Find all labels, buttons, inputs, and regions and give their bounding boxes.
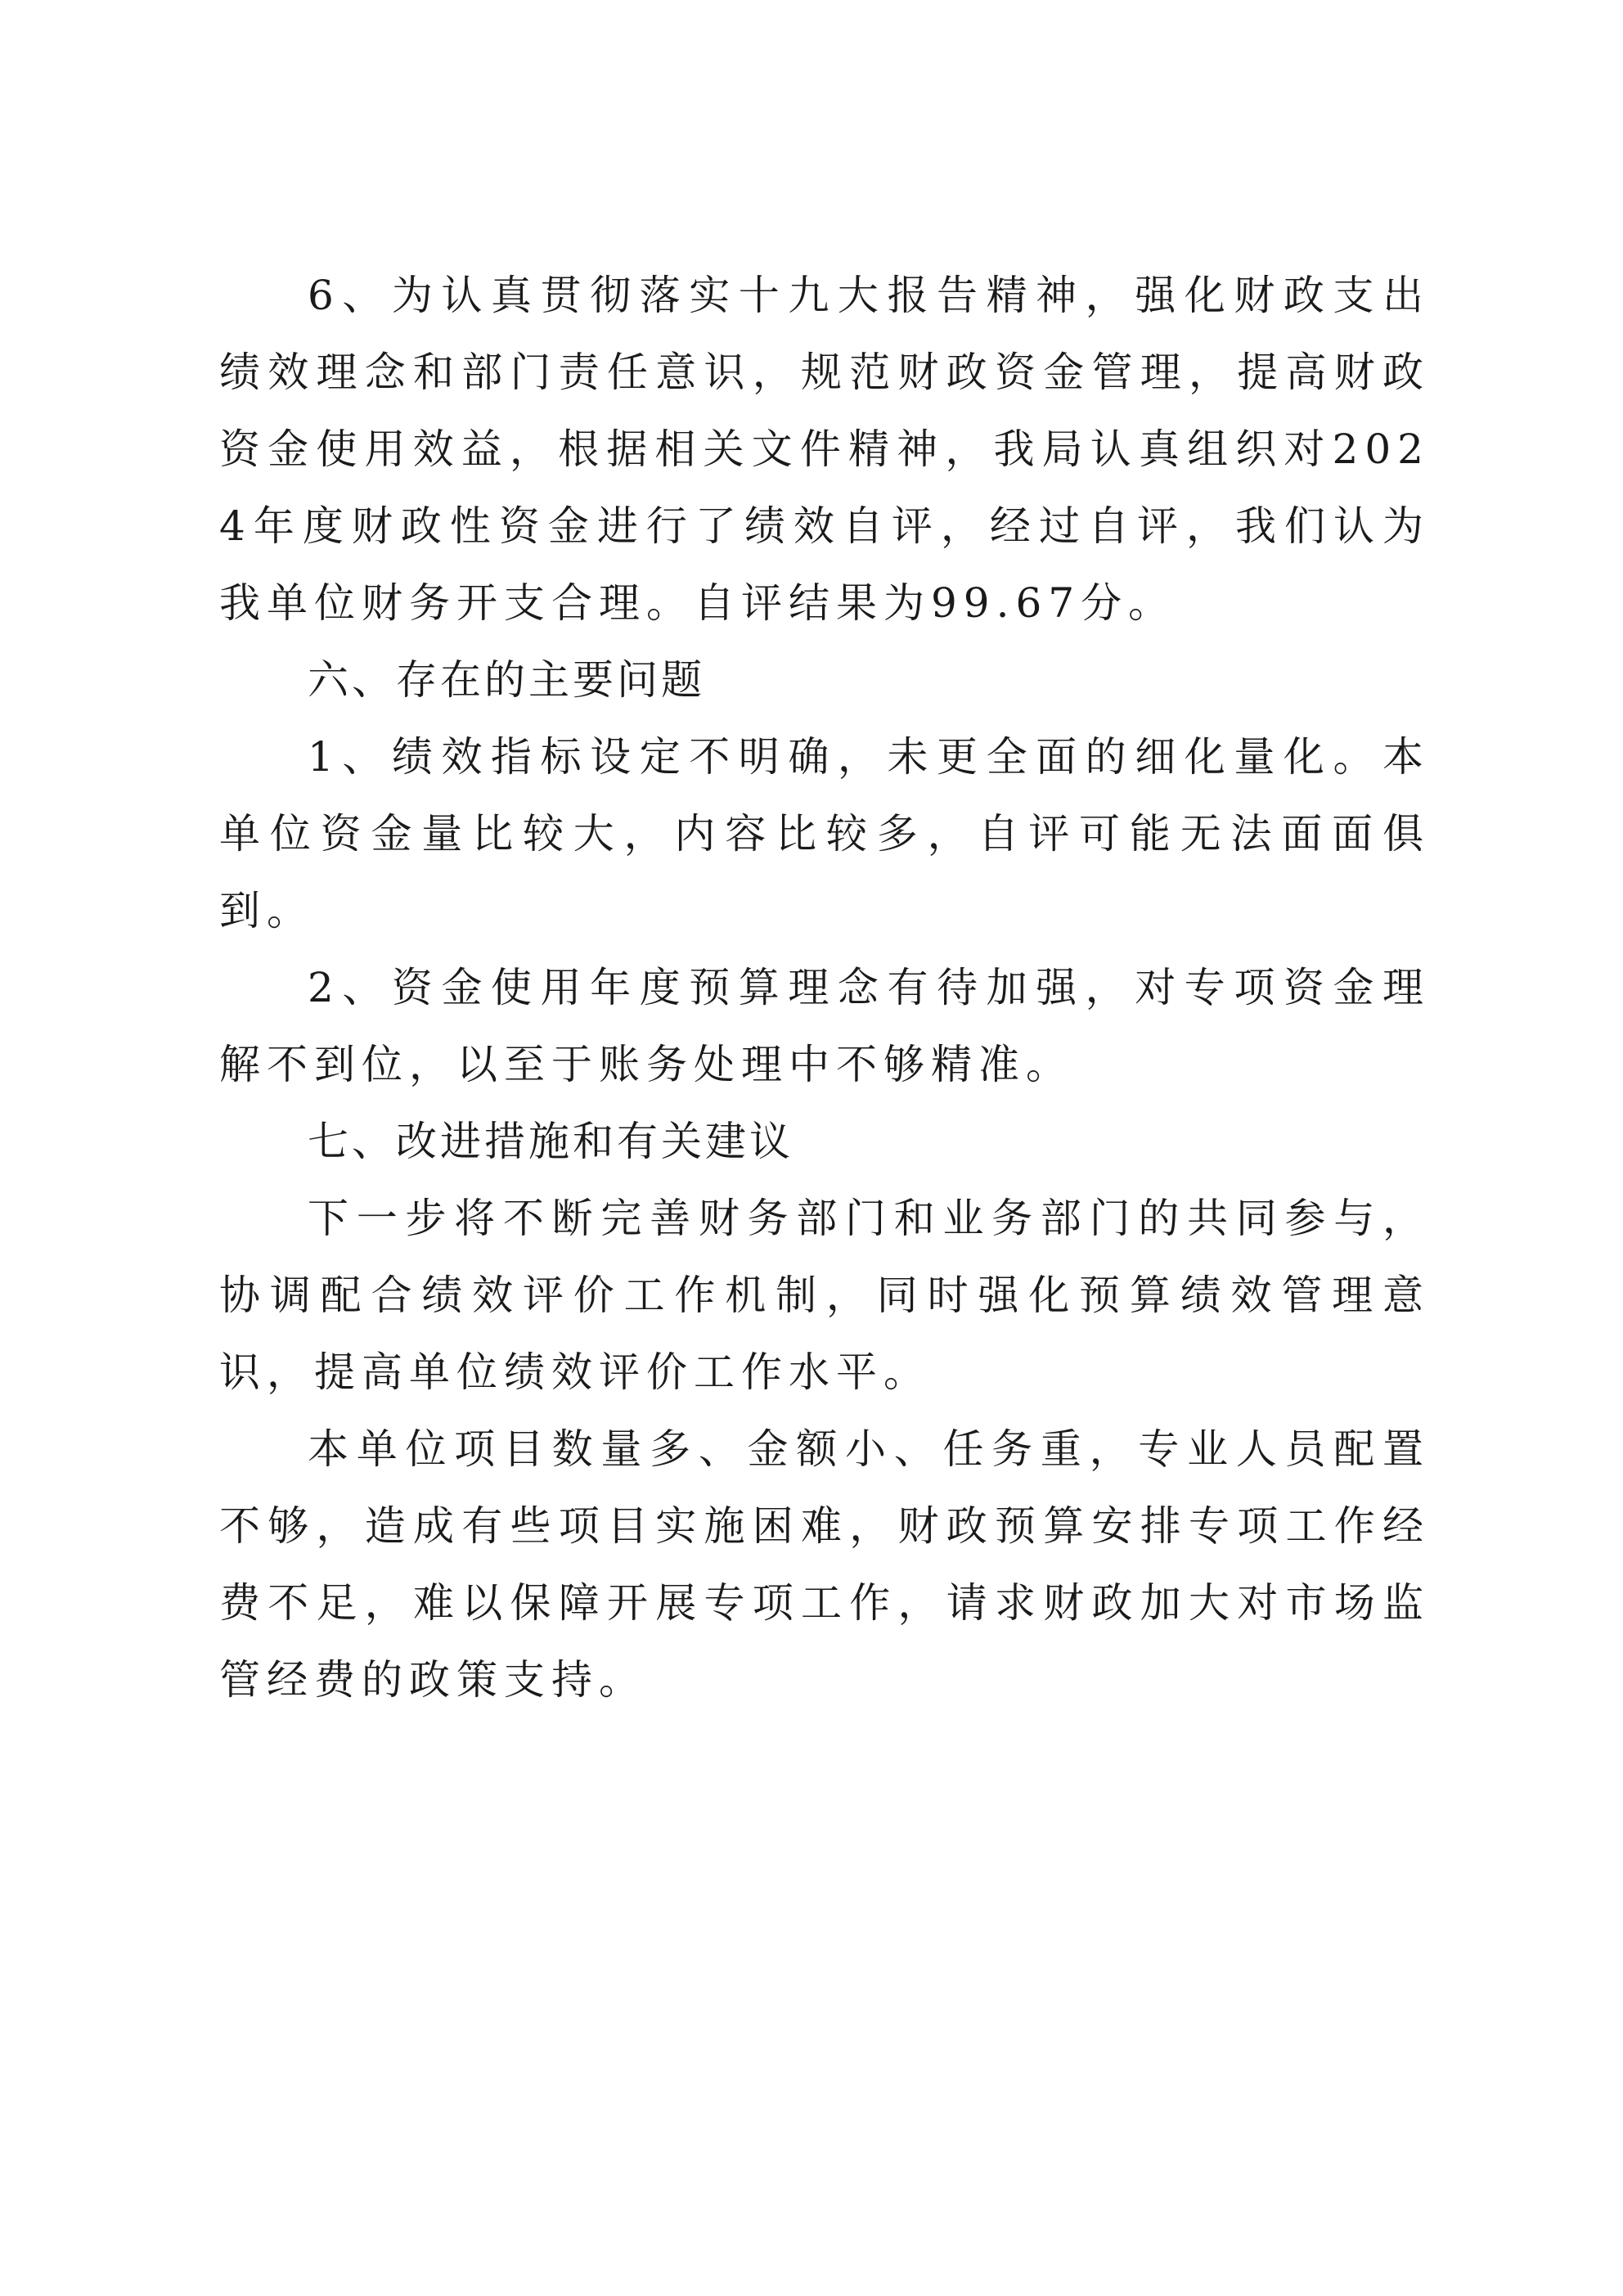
paragraph-funding-request: 本单位项目数量多、金额小、任务重，专业人员配置不够，造成有些项目实施困难，财政预算安排专项工作经费不足，难以保障开展专项工作，请求财政加大对市场监管经费的政策支持。 — [219, 1425, 1430, 1704]
section-heading-improvements: 七、改进措施和有关建议 — [308, 1118, 794, 1165]
document-body — [219, 257, 1430, 1718]
paragraph-next-steps: 下一步将不断完善财务部门和业务部门的共同参与，协调配合绩效评价工作机制，同时强化预算绩效管理意识，提高单位绩效评价工作水平。 — [219, 1195, 1430, 1396]
paragraph-self-evaluation: 6、为认真贯彻落实十九大报告精神，强化财政支出绩效理念和部门责任意识，规范财政资金管理，提高财政资金使用效益，根据相关文件精神，我局认真组织对2024年度财政性资金进行了绩效自评，经过自评，我们认为我单位财务开支合理。自评结果为99.67分。 — [219, 272, 1430, 627]
section-heading-main-problems: 六、存在的主要问题 — [308, 656, 705, 704]
paragraph-problem-2: 2、资金使用年度预算理念有待加强，对专项资金理解不到位，以至于账务处理中不够精准。 — [219, 964, 1430, 1088]
paragraph-problem-1: 1、绩效指标设定不明确，未更全面的细化量化。本单位资金量比较大，内容比较多，自评可能无法面面俱到。 — [219, 733, 1430, 934]
